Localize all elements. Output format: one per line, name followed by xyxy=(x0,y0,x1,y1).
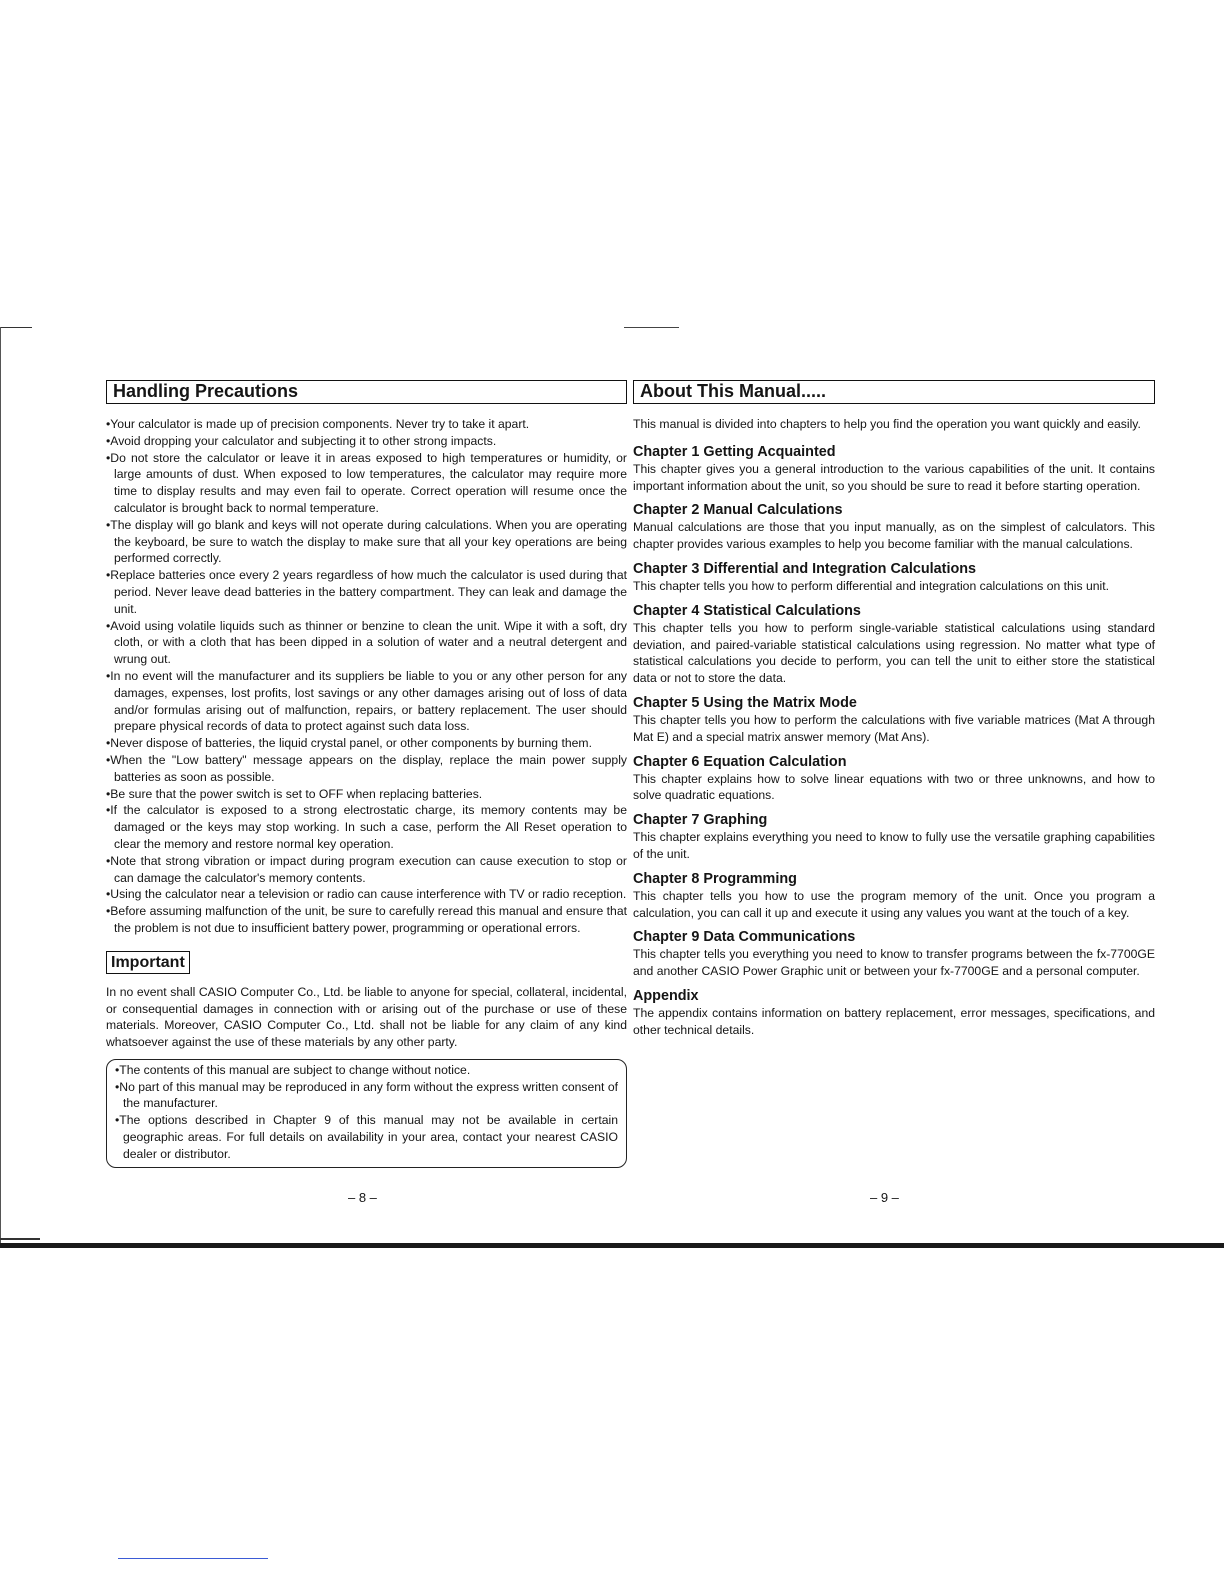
chapter-text: This chapter explains how to solve linear equations with two or three unknowns, and how to solve quadratic equations. xyxy=(633,771,1155,803)
precaution-item: • Using the calculator near a television or radio can cause interference with TV or radio reception. xyxy=(106,886,627,903)
chapter-text: This chapter tells you how to perform differential and integration calculations on this unit. xyxy=(633,578,1110,593)
scan-edge-mark xyxy=(0,327,32,328)
chapter-title: Chapter 2 Manual Calculations xyxy=(633,502,843,519)
precaution-item: • Your calculator is made up of precision components. Never try to take it apart. xyxy=(106,416,627,433)
notice-box xyxy=(106,1059,627,1168)
chapter-text: This chapter tells you how to perform the calculations with five variable matrices (Mat A through Mat E) and a special matrix answer memory (Mat Ans). xyxy=(633,712,1155,744)
chapter-text: This chapter tells you how to perform single-variable statistical calculations using standard deviation, and paired-variable statistical calculations using regression. No matter what type of statistical calculations you decide to perform, you can tell the unit to either store the statistical data or not to store the data. xyxy=(633,620,1155,686)
chapter-entry xyxy=(633,694,1155,746)
scan-center-mark xyxy=(624,327,679,328)
chapter-entry xyxy=(633,928,1155,980)
precaution-item: • Note that strong vibration or impact during program execution can cause execution to stop or can damage the calculator's memory contents. xyxy=(106,853,627,887)
chapter-entry xyxy=(633,811,1155,863)
precaution-item: • Avoid using volatile liquids such as thinner or benzine to clean the unit. Wipe it with a soft, dry cloth, or with a cloth that has been dipped in a solution of water and a neutral detergent and wrung out. xyxy=(106,618,627,668)
precaution-item: • Be sure that the power switch is set to OFF when replacing batteries. xyxy=(106,786,627,803)
chapter-title: Chapter 9 Data Communications xyxy=(633,929,856,946)
section-title-about-manual: About This Manual..... xyxy=(633,380,1155,404)
chapter-entry xyxy=(633,560,1155,595)
chapter-text: The appendix contains information on battery replacement, error messages, specifications, and other technical details. xyxy=(633,1005,1155,1037)
chapter-title: Chapter 6 Equation Calculation xyxy=(633,753,847,770)
notice-list xyxy=(115,1062,618,1163)
precaution-item: • In no event will the manufacturer and its suppliers be liable to you or any other person for any damages, expenses, lost profits, lost savings or any other damages arising out of loss of data and/or formulas arising out of malfunction, repairs, or battery replacement. The user should prepare physical records of data to protect against such data loss. xyxy=(106,668,627,735)
page-number-right: – 9 – xyxy=(870,1190,899,1205)
chapter-title: Chapter 3 Differential and Integration Calculations xyxy=(633,560,977,577)
precaution-item: • The display will go blank and keys will not operate during calculations. When you are operating the keyboard, be sure to watch the display to make sure that all your key operations are being performed correctly. xyxy=(106,517,627,567)
chapter-entry xyxy=(633,870,1155,922)
important-heading: Important xyxy=(106,951,190,974)
chapter-entry xyxy=(633,443,1155,495)
precaution-item: • When the "Low battery" message appears on the display, replace the main power supply batteries as soon as possible. xyxy=(106,752,627,786)
precaution-item: • Never dispose of batteries, the liquid crystal panel, or other components by burning them. xyxy=(106,735,627,752)
chapter-text: Manual calculations are those that you input manually, as on the simplest of calculators. This chapter provides various examples to help you become familiar with the manual calculations. xyxy=(633,520,1155,552)
chapter-text: This chapter tells you how to use the program memory of the unit. Once you program a calculation, you can call it up and execute it using any values you want at the touch of a key. xyxy=(633,888,1155,920)
right-page xyxy=(633,380,1155,1046)
scan-bottom-mark xyxy=(0,1238,40,1240)
notice-item: • The options described in Chapter 9 of this manual may not be available in certain geographic areas. For full details on availability in your area, contact your nearest CASIO dealer or distributor. xyxy=(115,1112,618,1162)
chapter-entry xyxy=(633,987,1155,1039)
section-title-handling-precautions: Handling Precautions xyxy=(106,380,627,404)
left-page xyxy=(106,380,627,1168)
scan-edge-line xyxy=(0,327,1,1247)
chapter-text: This chapter explains everything you need to know to fully use the versatile graphing capabilities of the unit. xyxy=(633,830,1155,861)
scan-bottom-edge xyxy=(0,1243,1224,1248)
chapter-text: This chapter tells you everything you need to know to transfer programs between the fx-7700GE and another CASIO Power Graphic unit or between your fx-7700GE and a personal computer. xyxy=(633,947,1155,979)
notice-item: • No part of this manual may be reproduced in any form without the express written consent of the manufacturer. xyxy=(115,1079,618,1113)
chapter-entry xyxy=(633,602,1155,687)
chapter-title: Chapter 7 Graphing xyxy=(633,812,768,829)
blue-underline xyxy=(118,1558,268,1559)
chapter-text: This chapter gives you a general introduction to the various capabilities of the unit. It contains important information about the unit, so you should be sure to read it before starting operation. xyxy=(633,461,1155,493)
precaution-item: • Avoid dropping your calculator and subjecting it to other strong impacts. xyxy=(106,433,627,450)
precaution-item: • If the calculator is exposed to a strong electrostatic charge, its memory contents may be damaged or the keys may stop working. In such a case, perform the All Reset operation to clear the memory and restore normal key operation. xyxy=(106,802,627,852)
precaution-item: • Before assuming malfunction of the unit, be sure to carefully reread this manual and ensure that the problem is not due to insufficient battery power, programming or operational errors. xyxy=(106,903,627,937)
important-text: In no event shall CASIO Computer Co., Ltd. be liable to anyone for special, collateral, incidental, or consequential damages in connection with or arising out of the purchase or use of these materials. Moreover, CASIO Computer Co., Ltd. shall not be liable for any claim of any kind whatsoever against the use of these materials by any other party. xyxy=(106,984,627,1050)
page-number-left: – 8 – xyxy=(348,1190,377,1205)
intro-text: This manual is divided into chapters to help you find the operation you want quickly and easily. xyxy=(633,417,1141,431)
precautions-list xyxy=(106,416,627,937)
chapter-title: Chapter 1 Getting Acquainted xyxy=(633,443,836,460)
chapter-title: Chapter 8 Programming xyxy=(633,870,797,887)
chapter-title: Appendix xyxy=(633,987,699,1004)
chapter-entry xyxy=(633,753,1155,805)
chapter-title: Chapter 5 Using the Matrix Mode xyxy=(633,694,857,711)
precaution-item: • Do not store the calculator or leave it in areas exposed to high temperatures or humidity, or large amounts of dust. When exposed to low temperatures, the calculator may require more time to display results and may even fail to operate. Correct operation will resume once the calculator is brought back to normal temperature. xyxy=(106,450,627,517)
precaution-item: • Replace batteries once every 2 years regardless of how much the calculator is used during that period. Never leave dead batteries in the battery compartment. They can leak and damage the unit. xyxy=(106,567,627,617)
chapter-entry xyxy=(633,501,1155,553)
chapter-title: Chapter 4 Statistical Calculations xyxy=(633,602,861,619)
notice-item: • The contents of this manual are subject to change without notice. xyxy=(115,1062,618,1079)
